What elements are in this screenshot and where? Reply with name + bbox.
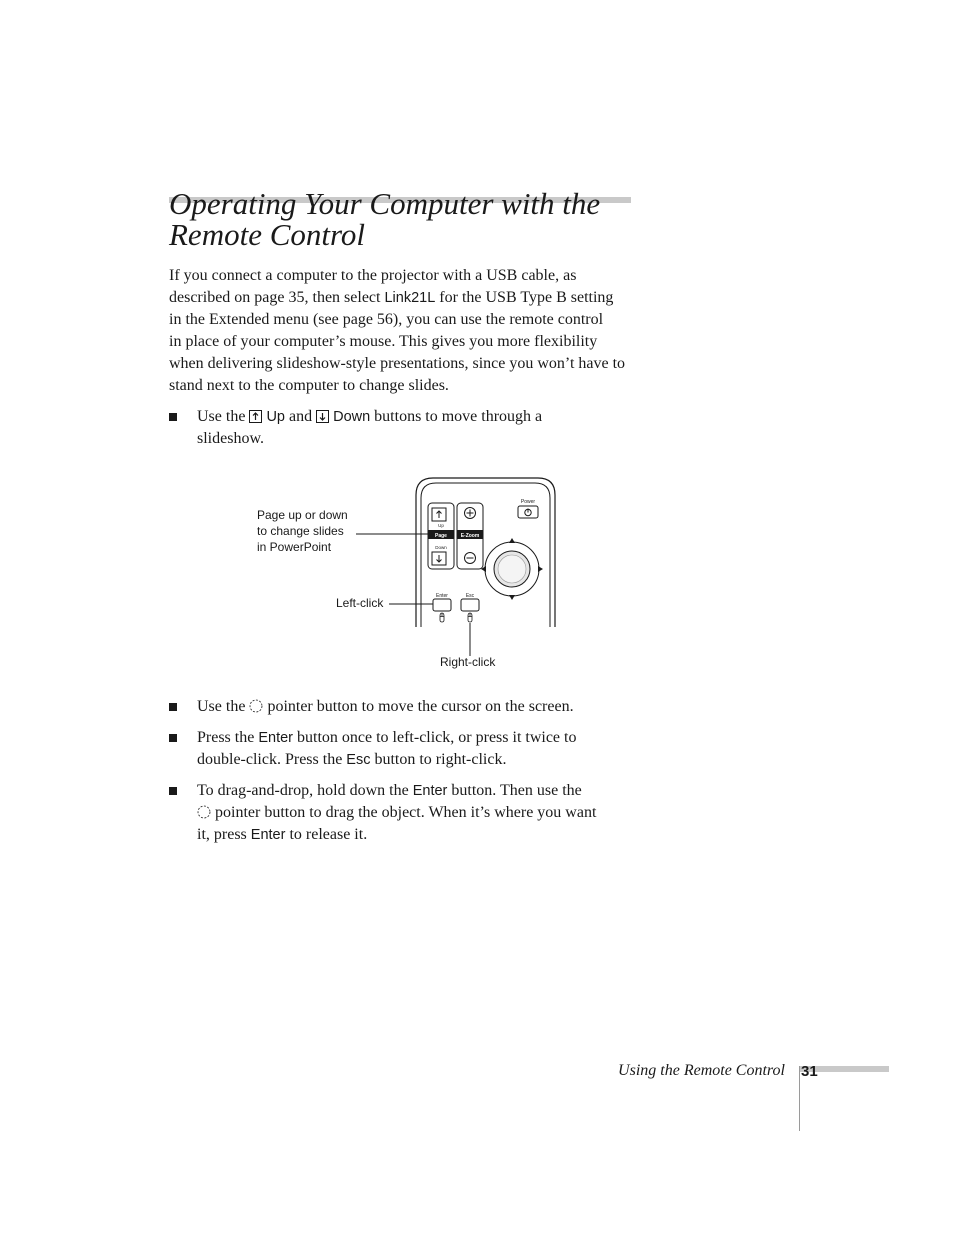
- bullet-line: [197, 780, 637, 802]
- page-number: 31: [801, 1063, 818, 1080]
- bullet-marker: [169, 734, 177, 742]
- bullet-line: [197, 824, 637, 846]
- bullet-text: Use the: [197, 698, 250, 715]
- intro-line-4: in place of your computer’s mouse. This gives you more flexibility: [169, 333, 598, 350]
- bullet-text: Press the: [197, 729, 259, 746]
- down-button-label: Down: [333, 409, 371, 425]
- intro-line-5: when delivering slideshow-style presentations, since you won’t have to: [169, 355, 626, 372]
- bullet-line: [197, 802, 637, 824]
- bullet-text: button once to left-click, or press it twice to: [293, 729, 577, 746]
- bullet-text: To drag-and-drop, hold down the: [197, 782, 413, 799]
- bullet-text: pointer button to drag the object. When it’s where you want: [211, 804, 597, 821]
- footer-divider: [799, 1066, 800, 1131]
- bullet-pointer: [169, 696, 639, 718]
- bullet-marker: [169, 787, 177, 795]
- mouse-right-icon: [468, 613, 472, 622]
- intro-line-3: in the Extended menu (see page 56), you can use the remote control: [169, 311, 604, 328]
- bullet-line: [197, 696, 637, 718]
- ezoom-label: E-Zoom: [460, 533, 480, 539]
- enter-button: [433, 599, 451, 611]
- esc-label: Esc: [465, 593, 475, 599]
- bullet-text: double-click. Press the: [197, 751, 347, 768]
- page-title: [169, 188, 639, 250]
- bullet-text: button to right-click.: [370, 751, 507, 768]
- esc-button: [461, 599, 479, 611]
- down-arrow-button-icon: [316, 410, 329, 423]
- page-callout-line-3: in PowerPoint: [257, 540, 332, 554]
- title-line-2: Remote Control: [169, 217, 366, 252]
- bullet-drag-drop: [169, 780, 639, 846]
- power-label: Power: [520, 499, 536, 505]
- bullet-line: slideshow.: [197, 430, 264, 447]
- bullet-line: [197, 749, 637, 771]
- bullet-marker: [169, 703, 177, 711]
- pointer-button-icon: [249, 699, 263, 713]
- intro-text: for the USB Type B setting: [435, 289, 614, 306]
- page-callout-line-1: Page up or down: [257, 508, 348, 522]
- bullet-text: pointer button to move the cursor on the screen.: [263, 698, 574, 715]
- up-button-label: Up: [266, 409, 285, 425]
- enter-button-label: Enter: [250, 827, 286, 843]
- left-click-callout: Left-click: [336, 596, 384, 610]
- intro-line-2: [169, 287, 634, 309]
- enter-button-label: Enter: [258, 730, 293, 746]
- bullet-line: [197, 406, 637, 428]
- enter-button-label: Enter: [412, 783, 448, 799]
- intro-line-6: stand next to the computer to change slides.: [169, 377, 449, 394]
- remote-control-figure: [250, 470, 570, 675]
- bullet-text: buttons to move through a: [370, 408, 543, 425]
- intro-line-1: If you connect a computer to the projector with a USB cable, as: [169, 267, 577, 284]
- mouse-left-icon: [440, 613, 444, 622]
- esc-button-label: Esc: [346, 752, 371, 768]
- pointer-button-icon: [197, 805, 211, 819]
- bullet-text: button. Then use the: [447, 782, 582, 799]
- bullet-text: to release it.: [285, 826, 368, 843]
- bullet-text: and: [284, 408, 317, 425]
- bullet-enter-esc: [169, 727, 639, 771]
- bullet-text: Use the: [197, 408, 250, 425]
- enter-label: Enter: [436, 593, 448, 599]
- page-callout: [257, 507, 348, 555]
- link21l-setting: Link21L: [384, 290, 436, 306]
- footer-section-title: Using the Remote Control: [618, 1062, 785, 1079]
- page-label: Page: [435, 533, 447, 539]
- intro-text: described on page 35, then select: [169, 289, 385, 306]
- bullet-up-down: [169, 406, 639, 450]
- bullet-text: it, press: [197, 826, 251, 843]
- title-line-1: Operating Your Computer with the: [169, 186, 601, 221]
- bullet-marker: [169, 413, 177, 421]
- down-label: Down: [435, 545, 447, 550]
- up-arrow-button-icon: [249, 410, 262, 423]
- intro-paragraph: [169, 265, 634, 397]
- bullet-line: [197, 727, 637, 749]
- right-click-callout: Right-click: [440, 655, 496, 669]
- page-callout-line-2: to change slides: [257, 524, 344, 538]
- up-label: Up: [438, 523, 444, 528]
- remote-control-illustration: [250, 470, 570, 675]
